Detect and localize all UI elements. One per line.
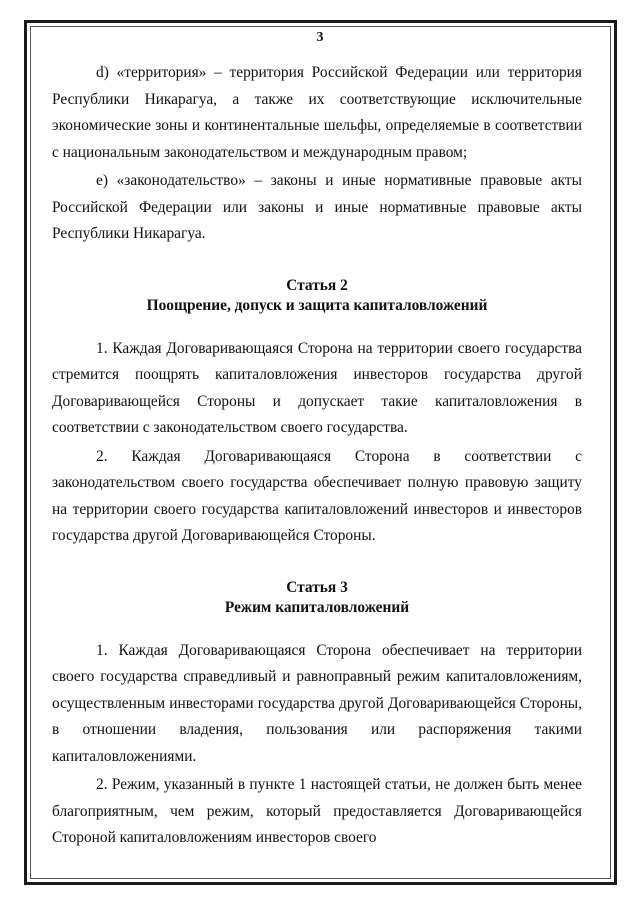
document-body: [52, 60, 582, 852]
page-number: 3: [316, 30, 324, 45]
article-3-number: Статья 3: [286, 578, 348, 596]
article-3-paragraph-1: 1. Каждая Договаривающаяся Сторона обеспечивает на территории своего государства справедливый и равноправный режим капиталовложениям, осуществленным инвесторами государства другой Договаривающейся Стороны, в отношении владения, пользования или распоряжения такими капиталовложениями.: [52, 641, 582, 765]
article-2-title: Поощрение, допуск и защита капиталовложений: [146, 296, 488, 314]
article-3-paragraph-2: 2. Режим, указанный в пункте 1 настоящей статьи, не должен быть менее благоприятным, чем режим, который предоставляется Договаривающейся Стороной капиталовложениям инвесторов своего: [52, 776, 582, 846]
definition-territory: d) «территория» – территория Российской Федерации или территория Республики Никарагуа, а также их соответствующие исключительные экономические зоны и континентальные шельфы, определяемые в соответствии с национальным законодательством и международным правом;: [52, 64, 582, 161]
article-3-heading: [52, 578, 582, 618]
definition-legislation: e) «законодательство» – законы и иные нормативные правовые акты Российской Федерации или законы и иные нормативные правовые акты Республики Никарагуа.: [52, 172, 582, 242]
article-2-paragraph-2: 2. Каждая Договаривающаяся Сторона в соответствии с законодательством своего государства обеспечивает полную правовую защиту на территории своего государства капиталовложений инвесторов и инвесторов государства другой Договаривающейся Стороны.: [52, 447, 582, 544]
article-2-paragraph-1: 1. Каждая Договаривающаяся Сторона на территории своего государства стремится поощрять капиталовложения инвесторов государства другой Договаривающейся Стороны и допускает такие капиталовложения в соответствии с законодательством своего государства.: [52, 339, 582, 436]
article-2-number: Статья 2: [286, 276, 348, 294]
article-2-heading: [52, 276, 582, 316]
article-3-title: Режим капиталовложений: [224, 598, 410, 616]
